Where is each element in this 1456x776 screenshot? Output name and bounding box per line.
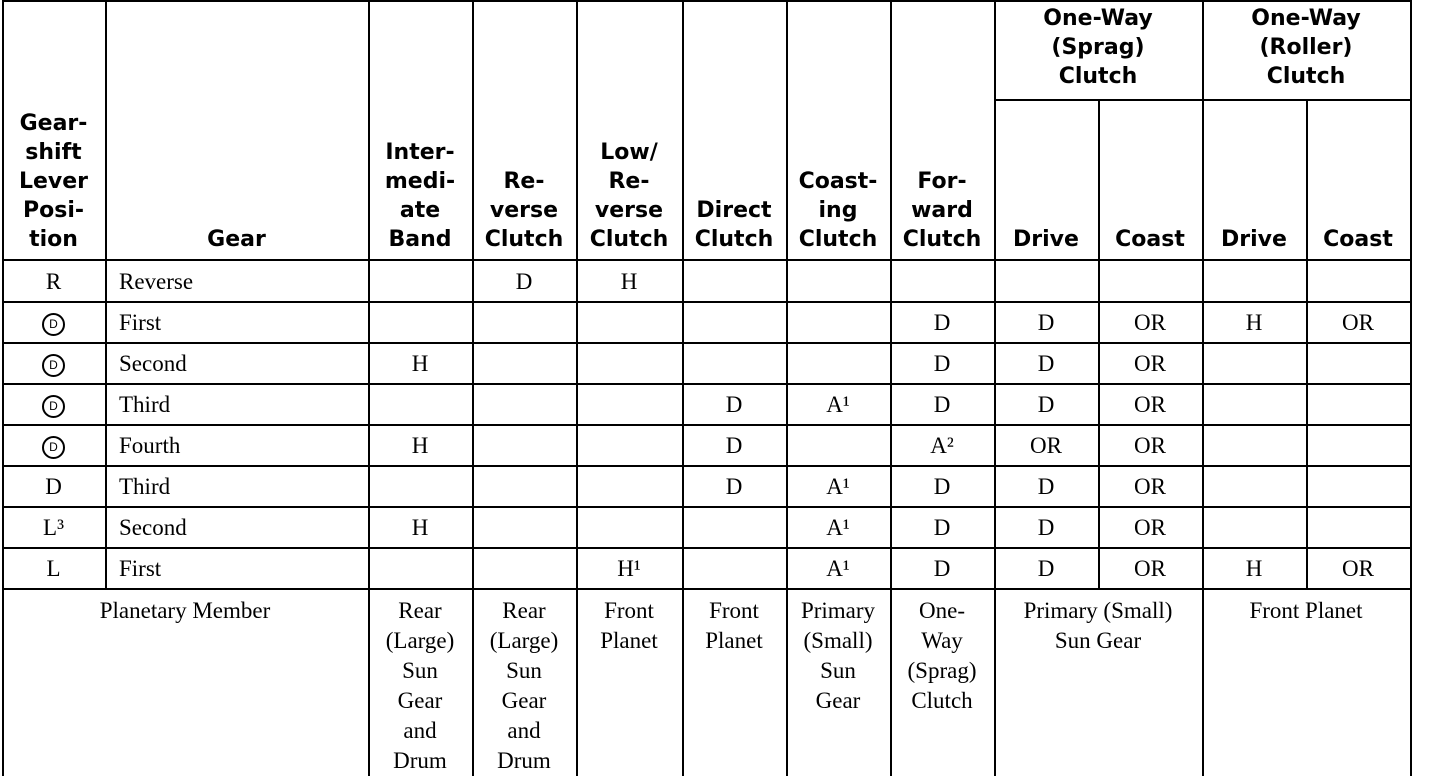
header-sprag-coast: Coast	[1115, 227, 1185, 252]
position-cell: L³	[43, 515, 64, 540]
table-cell	[1098, 262, 1202, 303]
table-cell: H	[620, 269, 638, 294]
position-cell: D	[45, 474, 62, 499]
gear-cell: Second	[119, 351, 187, 376]
table-cell	[786, 426, 890, 467]
table-cell: D	[933, 351, 951, 376]
table-cell	[472, 344, 576, 385]
table-cell: A¹	[826, 556, 850, 581]
circled-d-icon: D	[42, 395, 65, 418]
table-cell: OR	[1342, 310, 1374, 335]
member-intermediate-band: Rear (Large) Sun Gear and Drum	[385, 598, 455, 773]
member-sprag-clutch: Primary (Small) Sun Gear	[1023, 598, 1173, 653]
table-cell	[576, 426, 682, 467]
table-cell	[1202, 344, 1306, 385]
table-cell: D	[933, 392, 951, 417]
member-direct-clutch: Front Planet	[705, 598, 763, 653]
gear-cell: First	[119, 310, 162, 335]
header-roller-coast: Coast	[1323, 227, 1393, 252]
table-cell: H	[411, 351, 429, 376]
header-forward-clutch: For- ward Clutch	[902, 169, 982, 252]
gear-cell: Second	[119, 515, 187, 540]
table-cell	[368, 303, 472, 344]
table-cell: OR	[1030, 433, 1062, 458]
table-cell	[1202, 385, 1306, 426]
header-direct-clutch: Direct Clutch	[694, 198, 774, 252]
table-cell	[1202, 508, 1306, 549]
table-cell	[1306, 467, 1410, 508]
table-cell: OR	[1134, 556, 1166, 581]
member-forward-clutch: One- Way (Sprag) Clutch	[907, 598, 977, 713]
table-cell	[472, 549, 576, 590]
position-cell: L	[46, 556, 61, 581]
table-cell: D	[933, 515, 951, 540]
table-cell	[576, 508, 682, 549]
table-cell	[682, 549, 786, 590]
table-cell	[682, 508, 786, 549]
table-cell: A¹	[826, 392, 850, 417]
table-cell: OR	[1134, 515, 1166, 540]
table-cell: OR	[1342, 556, 1374, 581]
table-cell	[682, 303, 786, 344]
gear-cell: First	[119, 556, 162, 581]
table-cell	[786, 262, 890, 303]
header-low-reverse-clutch: Low/ Re- verse Clutch	[589, 140, 669, 252]
table-cell: D	[515, 269, 533, 294]
position-cell: R	[45, 269, 62, 294]
table-cell: D	[933, 556, 951, 581]
table-cell: D	[933, 310, 951, 335]
table-cell: H	[411, 433, 429, 458]
gear-cell: Third	[119, 392, 171, 417]
table-cell	[368, 262, 472, 303]
gear-cell: Fourth	[119, 433, 181, 458]
position-circled-d	[2, 426, 105, 467]
table-cell: OR	[1134, 351, 1166, 376]
table-cell: D	[1037, 392, 1055, 417]
table-cell: D	[1037, 310, 1055, 335]
table-cell	[682, 344, 786, 385]
table-cell: OR	[1134, 310, 1166, 335]
header-reverse-clutch: Re- verse Clutch	[484, 169, 564, 252]
table-cell	[576, 303, 682, 344]
header-roller-drive: Drive	[1221, 227, 1287, 252]
table-cell: H	[411, 515, 429, 540]
table-cell: A¹	[826, 515, 850, 540]
header-sprag-clutch-group: One-Way (Sprag) Clutch	[1043, 6, 1153, 89]
position-circled-d	[2, 385, 105, 426]
table-cell	[1306, 385, 1410, 426]
table-cell: H	[1245, 310, 1263, 335]
member-roller-clutch: Front Planet	[1249, 598, 1363, 623]
table-cell: D	[1037, 556, 1055, 581]
position-circled-d	[2, 303, 105, 344]
circled-d-icon: D	[42, 436, 65, 459]
table-cell: D	[725, 474, 743, 499]
grid-line	[1410, 0, 1412, 776]
member-row-label: Planetary Member	[99, 598, 271, 623]
table-cell: H¹	[617, 556, 641, 581]
table-cell	[1202, 262, 1306, 303]
table-cell	[368, 385, 472, 426]
table-cell: OR	[1134, 433, 1166, 458]
table-cell: D	[1037, 515, 1055, 540]
table-cell	[890, 262, 994, 303]
member-low-reverse-clutch: Front Planet	[600, 598, 658, 653]
table-cell: D	[1037, 351, 1055, 376]
table-cell	[786, 344, 890, 385]
header-intermediate-band: Inter- medi- ate Band	[384, 140, 456, 252]
table-cell	[1306, 426, 1410, 467]
table-cell: OR	[1134, 474, 1166, 499]
table-cell	[368, 467, 472, 508]
table-cell	[994, 262, 1098, 303]
header-position: Gear- shift Lever Posi- tion	[18, 111, 89, 252]
table-cell	[682, 262, 786, 303]
table-cell	[368, 549, 472, 590]
table-cell	[1306, 508, 1410, 549]
table-cell: D	[1037, 474, 1055, 499]
table-cell: D	[725, 433, 743, 458]
table-cell	[472, 426, 576, 467]
table-cell: A²	[930, 433, 954, 458]
gear-cell: Reverse	[119, 269, 194, 294]
table-cell	[1306, 344, 1410, 385]
clutch-band-application-table	[2, 0, 1412, 776]
table-cell	[472, 467, 576, 508]
table-cell: D	[933, 474, 951, 499]
table-cell	[472, 385, 576, 426]
member-coasting-clutch: Primary (Small) Sun Gear	[800, 598, 876, 713]
circled-d-icon: D	[42, 354, 65, 377]
member-reverse-clutch: Rear (Large) Sun Gear and Drum	[489, 598, 559, 773]
table-cell	[1306, 262, 1410, 303]
table-cell: A¹	[826, 474, 850, 499]
table-cell: OR	[1134, 392, 1166, 417]
table-cell	[1202, 467, 1306, 508]
table-cell	[576, 467, 682, 508]
table-cell	[786, 303, 890, 344]
header-sprag-drive: Drive	[1013, 227, 1079, 252]
gear-cell: Third	[119, 474, 171, 499]
header-roller-clutch-group: One-Way (Roller) Clutch	[1251, 6, 1361, 89]
table-cell: H	[1245, 556, 1263, 581]
position-circled-d	[2, 344, 105, 385]
grid-line	[2, 259, 1412, 261]
table-cell: D	[725, 392, 743, 417]
circled-d-icon: D	[42, 313, 65, 336]
table-cell	[576, 344, 682, 385]
table-cell	[576, 385, 682, 426]
table-cell	[472, 303, 576, 344]
table-cell	[1202, 426, 1306, 467]
header-gear: Gear	[207, 227, 266, 252]
header-coasting-clutch: Coast- ing Clutch	[798, 169, 878, 252]
table-cell	[472, 508, 576, 549]
